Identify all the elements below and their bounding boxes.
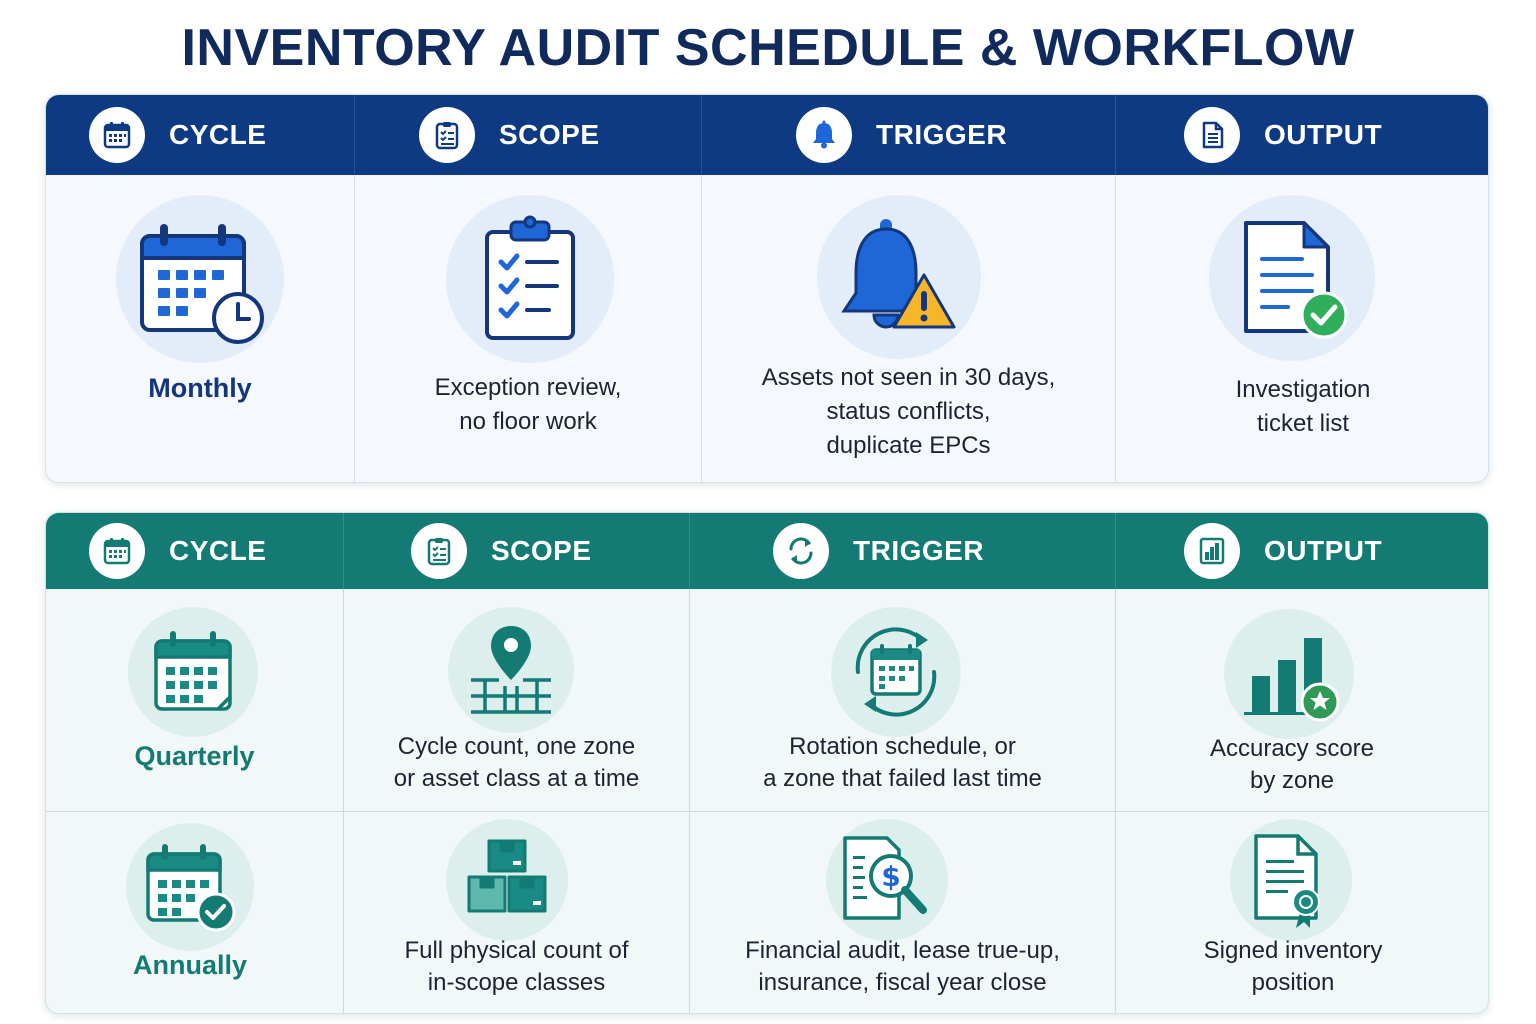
header-output (1184, 513, 1382, 589)
certificate-document-icon (1230, 819, 1352, 941)
output-text-line: Signed inventory (1203, 937, 1383, 964)
trigger-text-line: duplicate EPCs (826, 432, 991, 459)
header-label: CYCLE (169, 119, 267, 150)
output-text-line: Accuracy score (1209, 735, 1375, 762)
header-label: OUTPUT (1264, 119, 1383, 150)
clipboard-checklist-icon (446, 195, 614, 363)
bell-icon (796, 107, 852, 163)
bell-warning-icon (817, 195, 981, 359)
header-trigger (773, 513, 984, 589)
scope-text-line: Exception review, (434, 374, 622, 401)
page-title: INVENTORY AUDIT SCHEDULE & WORKFLOW (181, 19, 1355, 77)
header-trigger (796, 95, 1007, 175)
trigger-text-line: status conflicts, (826, 398, 991, 425)
trigger-text-line: a zone that failed last time (763, 765, 1042, 792)
scope-text-line: Full physical count of (404, 937, 629, 964)
scope-text-line: Cycle count, one zone (397, 733, 636, 760)
checklist-icon (411, 523, 467, 579)
header-cycle (89, 95, 266, 175)
trigger-text-line: Financial audit, lease true-up, (745, 937, 1060, 964)
svg-text:$: $ (881, 860, 901, 893)
output-text-line: position (1251, 969, 1335, 996)
cycle-text-line: Monthly (148, 373, 252, 403)
document-check-icon (1209, 195, 1375, 361)
refresh-icon (773, 523, 829, 579)
trigger-text-line: insurance, fiscal year close (758, 969, 1047, 996)
boxes-icon (446, 819, 568, 941)
cycle-text-line: Quarterly (134, 741, 255, 771)
header-label: TRIGGER (853, 535, 985, 566)
scope-text-line: no floor work (459, 408, 597, 435)
financial-search-icon (826, 819, 948, 941)
header-label: SCOPE (491, 535, 592, 566)
cycle-text-line: Annually (132, 950, 247, 980)
output-text-line: ticket list (1256, 410, 1349, 437)
calendar-icon (89, 523, 145, 579)
calendar-clock-icon (116, 195, 284, 363)
periodic-audit-panel (45, 512, 1489, 1014)
output-text-line: Investigation (1235, 376, 1371, 403)
header-scope (411, 513, 592, 589)
calendar-icon (89, 107, 145, 163)
header-cycle (89, 513, 266, 589)
output-text-line: by zone (1249, 767, 1335, 794)
trigger-text-line: Assets not seen in 30 days, (761, 364, 1056, 391)
calendar-icon (128, 607, 258, 737)
monthly-header-row (46, 95, 1488, 175)
monthly-audit-panel (45, 94, 1489, 483)
bar-chart-star-icon (1224, 609, 1354, 739)
document-icon (1184, 107, 1240, 163)
header-label: SCOPE (499, 119, 600, 150)
header-scope (419, 95, 600, 175)
periodic-header-row (46, 513, 1488, 589)
header-label: OUTPUT (1264, 535, 1383, 566)
map-pin-grid-icon (448, 607, 574, 733)
checklist-icon (419, 107, 475, 163)
scope-text-line: in-scope classes (427, 969, 606, 996)
header-label: TRIGGER (876, 119, 1008, 150)
header-label: CYCLE (169, 535, 267, 566)
scope-text-line: or asset class at a time (393, 765, 640, 792)
header-output (1184, 95, 1382, 175)
calendar-check-icon (126, 823, 254, 951)
bar-chart-icon (1184, 523, 1240, 579)
calendar-rotation-icon (831, 607, 961, 737)
trigger-text-line: Rotation schedule, or (789, 733, 1016, 760)
